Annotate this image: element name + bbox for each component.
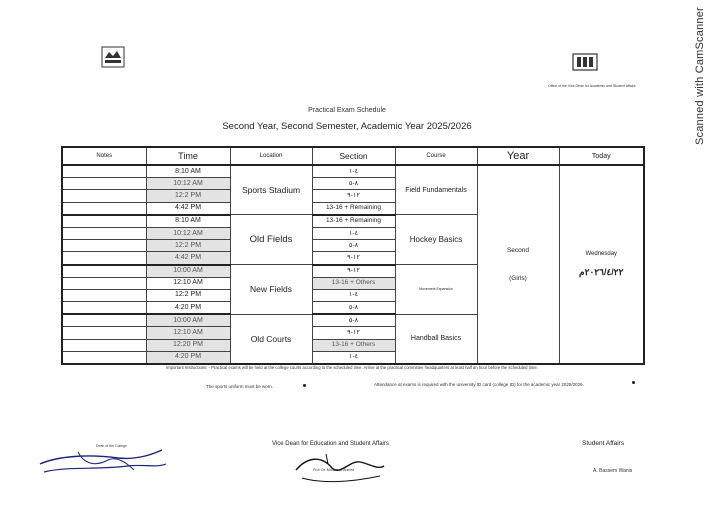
year-value: Second	[506, 246, 530, 254]
time-cell: 12:20 PM	[146, 339, 230, 351]
time-cell: 8:10 AM	[146, 165, 230, 178]
notes-cell	[62, 327, 146, 339]
location-cell: Old Fields	[230, 215, 312, 265]
bullet-dot	[303, 384, 306, 387]
header-course: Course	[395, 147, 477, 165]
table-row	[62, 165, 644, 178]
section-cell: 13-16 + Remaining	[312, 215, 395, 228]
year-cell	[477, 165, 559, 364]
header-time: Time	[146, 147, 230, 165]
office-label: Office of the Vice Dean for Academic and Student Affairs	[548, 84, 636, 88]
location-cell: Old Courts	[230, 314, 312, 364]
university-logo-right	[571, 52, 599, 72]
time-cell: 10:00 AM	[146, 314, 230, 327]
time-cell: 12:10 AM	[146, 277, 230, 289]
time-cell: 10:12 AM	[146, 178, 230, 190]
dean-of-college-title: Dean of the College	[96, 444, 127, 448]
scanner-watermark: Scanned with CamScanner	[694, 7, 706, 145]
notes-cell	[62, 302, 146, 315]
time-cell: 10:00 AM	[146, 265, 230, 278]
notes-cell	[62, 289, 146, 301]
location-cell: Sports Stadium	[230, 165, 312, 215]
vice-dean-title: Vice Dean for Education and Student Affairs	[272, 441, 389, 447]
notes-cell	[62, 351, 146, 364]
notes-cell	[62, 265, 146, 278]
bullet-dot	[632, 381, 635, 384]
course-cell: Handball Basics	[395, 314, 477, 364]
section-cell: ١٢-٩	[312, 252, 395, 265]
time-cell: 8:10 AM	[146, 215, 230, 228]
notes-cell	[62, 240, 146, 252]
section-cell: 13-16 + Others	[312, 339, 395, 351]
section-cell: ٨-٥	[312, 314, 395, 327]
time-cell: 4:42 PM	[146, 252, 230, 265]
header-location: Location	[230, 147, 312, 165]
section-cell: ٤-١	[312, 227, 395, 239]
course-cell: Movement Expansion	[395, 265, 477, 315]
notes-cell	[62, 202, 146, 215]
section-cell: ٤-١	[312, 289, 395, 301]
time-cell: 4:42 PM	[146, 202, 230, 215]
header-notes: Notes	[62, 147, 146, 165]
schedule-subtitle: Practical Exam Schedule	[308, 107, 386, 114]
notes-cell	[62, 277, 146, 289]
year-sub: (Girls)	[509, 274, 527, 282]
section-cell: ٨-٥	[312, 178, 395, 190]
college-logo-left	[100, 44, 126, 70]
course-cell: Hockey Basics	[395, 215, 477, 265]
notes-cell	[62, 227, 146, 239]
exam-date: ٢٠٢٦/٤/٢٢م	[579, 267, 624, 277]
header-today: Today	[559, 147, 644, 165]
course-cell: Field Fundamentals	[395, 165, 477, 215]
section-cell: 13-16 + Remaining	[312, 202, 395, 215]
section-cell: ٤-١	[312, 351, 395, 364]
attendance-note: Attendance at exams is required with the university ID card (college ID) for the academic year 2025/2026.	[374, 382, 584, 387]
time-cell: 4:20 PM	[146, 302, 230, 315]
schedule-title: Second Year, Second Semester, Academic Year 2025/2026	[222, 121, 472, 132]
today-cell	[559, 165, 644, 364]
exam-schedule-table	[61, 146, 645, 365]
section-cell: ١٢-٩	[312, 190, 395, 202]
section-cell: ٨-٥	[312, 240, 395, 252]
notes-cell	[62, 252, 146, 265]
time-cell: 12:2 PM	[146, 240, 230, 252]
notes-cell	[62, 165, 146, 178]
notes-cell	[62, 178, 146, 190]
dean-signature	[38, 446, 168, 478]
time-cell: 10:12 AM	[146, 227, 230, 239]
time-cell: 12:2 PM	[146, 289, 230, 301]
notes-cell	[62, 314, 146, 327]
student-affairs-title: Student Affairs	[582, 440, 625, 447]
section-cell: ٨-٥	[312, 302, 395, 315]
header-year: Year	[477, 147, 559, 165]
section-cell: ١٢-٩	[312, 327, 395, 339]
section-cell: ٤-١	[312, 165, 395, 178]
student-affairs-name: A. Bassem Wanis	[593, 468, 633, 474]
location-cell: New Fields	[230, 265, 312, 315]
header-section: Section	[312, 147, 395, 165]
section-cell: 13-16 + Others	[312, 277, 395, 289]
section-cell: ١٢-٩	[312, 265, 395, 278]
vice-dean-name: Prof. Dr. Mohamed Ahmed	[313, 468, 355, 472]
time-cell: 12:10 AM	[146, 327, 230, 339]
time-cell: 4:20 PM	[146, 351, 230, 364]
day-label: Wednesday	[585, 251, 618, 257]
time-cell: 12:2 PM	[146, 190, 230, 202]
notes-cell	[62, 215, 146, 228]
instructions-text: Important Instructions: - Practical exams will be held at the college courts according to the scheduled time. Arrive at the practical committee headquarters at least half an hour before the scheduled time.	[166, 365, 538, 370]
notes-cell	[62, 339, 146, 351]
uniform-note: The sports uniform must be worn.	[206, 384, 274, 389]
notes-cell	[62, 190, 146, 202]
